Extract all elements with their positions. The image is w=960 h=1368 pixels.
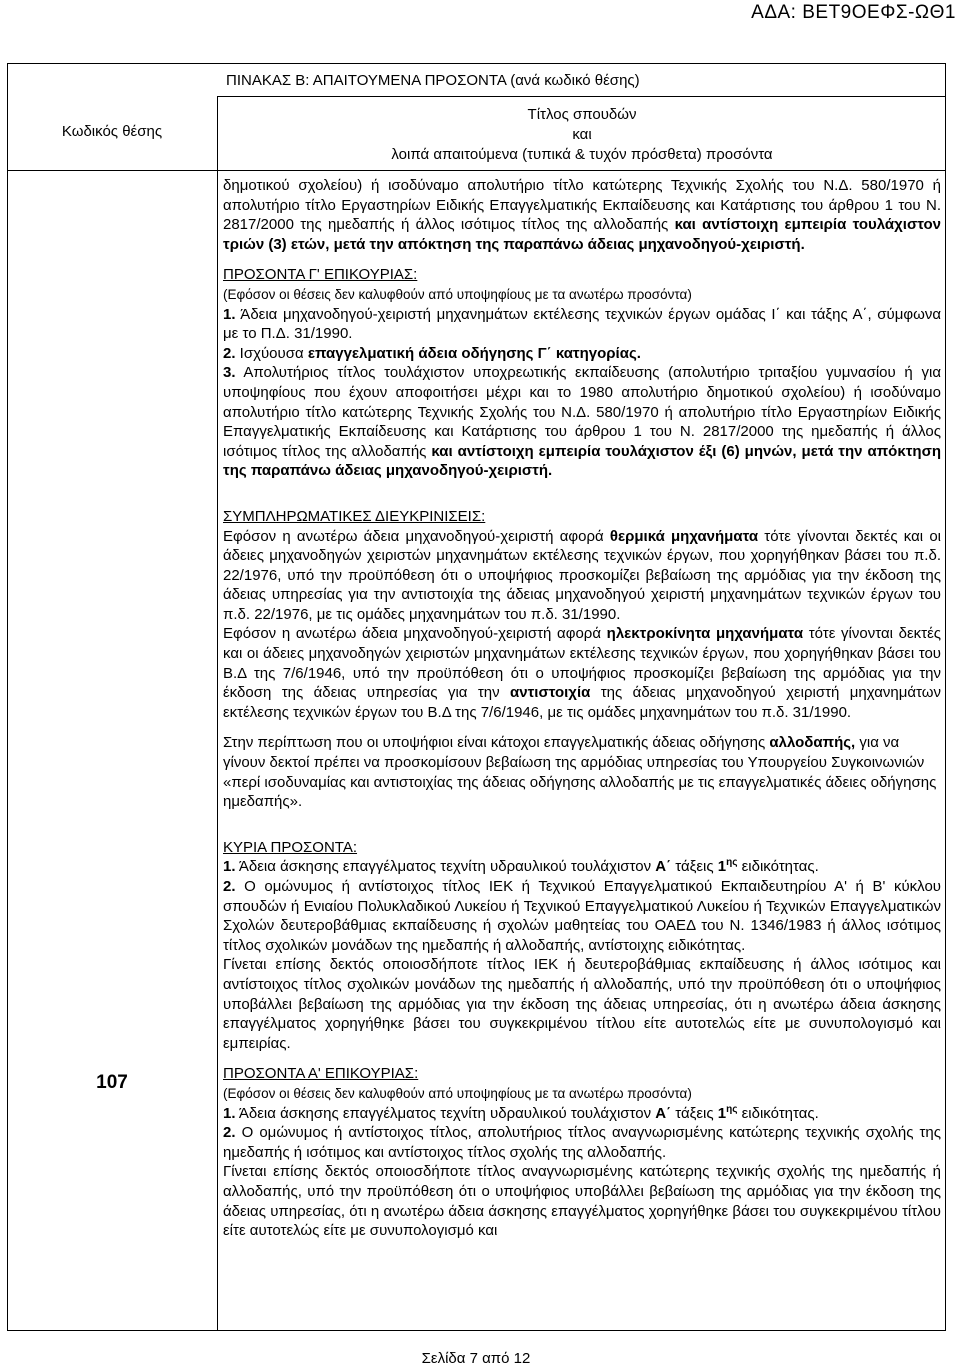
section-title-supplementary: ΣΥΜΠΛΗΡΩΜΑΤΙΚΕΣ ΔΙΕΥΚΡΙΝΙΣΕΙΣ: [223, 507, 486, 525]
supplementary-electric: Εφόσον η ανωτέρω άδεια μηχανοδηγού-χειριστή αφορά ηλεκτροκίνητα μηχανήματα τότε γίνονται δεκτές και οι άδειες μηχανοδηγών χειριστών μηχανημάτων εκτέλεσης τεχνικών έργων, που χορηγήθηκαν βάσει του Β.Δ της 7/6/1946, υπό την προϋπόθεση ότι ο υποψήφιος προσκομίζει βεβαίωση της αρμόδιας για την έκδοση της άδειας υπηρεσίας για την αντιστοιχία της άδειας μηχανοδηγού χειριστή μηχανημάτων εκτέλεσης τεχνικών έργων του Β.Δ της 7/6/1946, με τις ομάδες μηχανημάτων του π.δ. 31/1990. [223, 625, 941, 721]
main-item-1: 1. Άδεια άσκησης επαγγέλματος τεχνίτη υδραυλικού τουλάχιστον Α΄ τάξεις $1^{\eta\varsigma}$ ειδικότητας. [223, 857, 819, 876]
document-id: ΑΔΑ: ΒΕΤ9ΟΕΦΣ-ΩΘ1 [751, 2, 956, 23]
column-header-line-1: Τίτλος σπουδών [527, 106, 637, 123]
header-row-divider [7, 170, 946, 171]
main-item-2-extra: Γίνεται επίσης δεκτός οποιοσδήποτε τίτλος ΙΕΚ ή δευτεροβάθμιας εκπαίδευσης ή άλλος ισότιμος και αντίστοιχος τίτλος σχολικών μονάδων της ημεδαπής ή αλλοδαπής, υπό την προϋπόθεση ότι ο υποψήφιος υποβάλλει βεβαίωση της αρμόδιας για την έκδοση της άδειας υπηρεσίας, ότι η ανωτέρω άδεια άσκησης επαγγέλματος χορηγήθηκε βάσει του συγκεκριμένου τίτλου είτε αυτοτελώς είτε με συνυπολογισμό και εμπειρίας. [223, 956, 941, 1052]
column-divider [217, 96, 218, 1331]
title-row-divider [217, 96, 946, 97]
section-title-c-auxiliary: ΠΡΟΣΟΝΤΑ Γ' ΕΠΙΚΟΥΡΙΑΣ: [223, 266, 418, 284]
c-item-3: 3. Απολυτήριος τίτλος τουλάχιστον υποχρεωτικής εκπαίδευσης (απολυτήριο τριταξίου γυμνασίου ή για υποψηφίους που έχουν αποφοιτήσει μέχρι και το 1980 απολυτήριο δημοτικού σχολείου) ή ισοδύναμο απολυτήριο τίτλο κατώτερης Τεχνικής Σχολής του Ν.Δ. 580/1970 ή απολυτήριο τίτλο Εργαστηρίων Ειδικής Επαγγελματικής Εκπαίδευσης και Κατάρτισης του άρθρου 1 του Ν. 2817/2000 της ημεδαπής ή άλλος ισότιμος τίτλος της αλλοδαπής και αντίστοιχη εμπειρία τουλάχιστον έξι (6) μηνών, μετά την απόκτηση της παραπάνω άδειας μηχανοδηγού-χειριστή. [223, 364, 941, 480]
section-title-a-auxiliary: ΠΡΟΣΟΝΤΑ Α' ΕΠΙΚΟΥΡΙΑΣ: [223, 1065, 419, 1083]
c-item-2: 2. Ισχύουσα επαγγελματική άδεια οδήγησης Γ΄ κατηγορίας. [223, 344, 641, 362]
main-item-2: 2. Ο ομώνυμος ή αντίστοιχος τίτλος ΙΕΚ ή Τεχνικού Επαγγελματικού Εκπαιδευτηρίου Α' ή Β' κύκλου σπουδών ή Ενιαίου Πολυκλαδικού Λυκείου ή Τεχνικού Επαγγελματικού Λυκείου ή Τεχνικών Επαγγελματικών Σχολών δευτεροβάθμιας εκπαίδευσης ή σχολών μαθητείας του ΟΑΕΔ του Ν. 1346/1983 ή άλλος ισότιμος τίτλος σχολικών μονάδων της ημεδαπής ή αλλοδαπής, αντίστοιχης ειδικότητας. [223, 878, 941, 954]
position-code: 107 [96, 1072, 128, 1093]
qualifications-content [223, 176, 941, 1241]
c-item-1: 1. Άδεια μηχανοδηγού-χειριστή μηχανημάτων εκτέλεσης τεχνικών έργων ομάδας Ι΄ και τάξης Α΄, σύμφωνα με το Π.Δ. 31/1990. [223, 305, 941, 343]
column-header-qualifications [218, 105, 946, 165]
column-header-code: Κωδικός θέσης [61, 123, 163, 140]
a-item-1: 1. Άδεια άσκησης επαγγέλματος τεχνίτη υδραυλικού τουλάχιστον Α΄ τάξεις $1^{\eta\varsigma}$ ειδικότητας. [223, 1103, 819, 1122]
a-item-2-extra: Γίνεται επίσης δεκτός οποιοσδήποτε τίτλος αναγνωρισμένης κατώτερης τεχνικής σχολής της ημεδαπής ή αλλοδαπής, υπό την προϋπόθεση ότι ο υποψήφιος υποβάλλει βεβαίωση της αρμόδιας για την έκδοση της άδειας υπηρεσίας, ότι η ανωτέρω άδεια άσκησης επαγγέλματος χορηγήθηκε βάσει του συγκεκριμένου τίτλου είτε αυτοτελώς είτε με συνυπολογισμό και [223, 1163, 941, 1240]
supplementary-foreign-license: Στην περίπτωση που οι υποψήφιοι είναι κάτοχοι επαγγελματικής άδειας οδήγησης αλλοδαπής, για να γίνουν δεκτοί πρέπει να προσκομίσουν βεβαίωση της αρμόδιας υπηρεσίας του Υπουργείου Συγκοινωνιών «περί ισοδυναμίας και αντιστοιχίας της άδειας οδήγησης αλλοδαπής με τις επαγγελματικές άδειες οδήγησης ημεδαπής». [223, 734, 937, 811]
prior-qualification-text: δημοτικού σχολείου) ή ισοδύναμο απολυτήριο τίτλο κατώτερης Τεχνικής Σχολής του Ν.Δ. 580/1970 ή απολυτήριο τίτλο Εργαστηρίων Ειδικής Επαγγελματικής Εκπαίδευσης και Κατάρτισης του άρθρου 1 του Ν. 2817/2000 της ημεδαπής ή άλλος ισότιμος τίτλος της αλλοδαπής και αντίστοιχη εμπειρία τουλάχιστον τριών (3) ετών, μετά την απόκτηση της παραπάνω άδειας μηχανοδηγού-χειριστή. [223, 177, 941, 253]
column-header-line-2: και [572, 126, 592, 143]
column-header-line-3: λοιπά απαιτούμενα (τυπικά & τυχόν πρόσθετα) προσόντα [391, 146, 773, 163]
table-title: ΠΙΝΑΚΑΣ Β: ΑΠΑΙΤΟΥΜΕΝΑ ΠΡΟΣΟΝΤΑ (ανά κωδικό θέσης) [226, 72, 640, 89]
section-note-a: (Εφόσον οι θέσεις δεν καλυφθούν από υποψηφίους με τα ανωτέρω προσόντα) [223, 1085, 692, 1101]
section-note-c: (Εφόσον οι θέσεις δεν καλυφθούν από υποψηφίους με τα ανωτέρω προσόντα) [223, 286, 692, 302]
supplementary-thermal: Εφόσον η ανωτέρω άδεια μηχανοδηγού-χειριστή αφορά θερμικά μηχανήματα τότε γίνονται δεκτές και οι άδειες μηχανοδηγών χειριστών μηχανημάτων εκτέλεσης τεχνικών έργων, που χορηγήθηκαν βάσει του π.δ. 22/1976, υπό την προϋπόθεση ότι ο υποψήφιος προσκομίζει βεβαίωση της αρμόδιας για την έκδοση της άδειας υπηρεσίας για την αντιστοιχία της άδειας μηχανοδηγού χειριστή μηχανημάτων τεχνικών έργων του π.δ. 22/1976, με τις ομάδες μηχανημάτων του π.δ. 31/1990. [223, 527, 941, 623]
page-footer: Σελίδα 7 από 12 [421, 1350, 531, 1367]
a-item-2: 2. Ο ομώνυμος ή αντίστοιχος τίτλος, απολυτήριος τίτλος αναγνωρισμένης κατώτερης τεχνικής σχολής της ημεδαπής ή ισότιμος και αντίστοιχος τίτλος σχολής της αλλοδαπής. [223, 1124, 941, 1161]
section-title-main: ΚΥΡΙΑ ΠΡΟΣΟΝΤΑ: [223, 838, 358, 856]
